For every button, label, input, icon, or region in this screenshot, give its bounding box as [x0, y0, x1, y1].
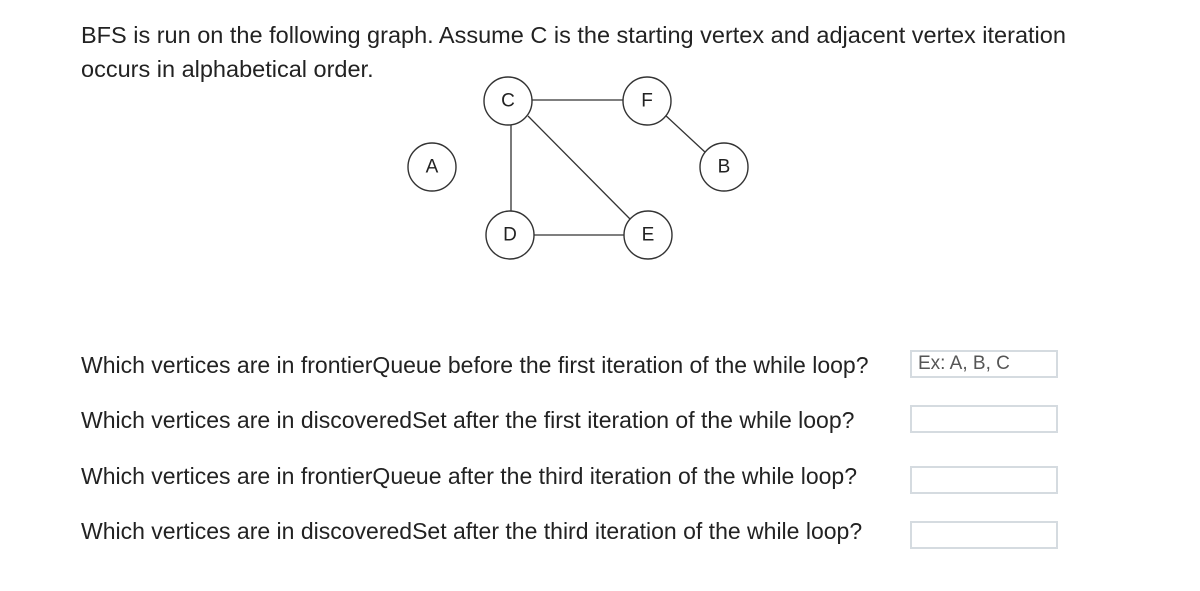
vertex-c — [484, 77, 532, 125]
vertex-a-label: A — [425, 156, 439, 178]
problem-line-1: BFS is run on the following graph. Assume C is the starting vertex and adjacent vertex iteration — [81, 22, 1066, 48]
answer-input-2[interactable] — [910, 405, 1058, 433]
edge-f-b — [664, 114, 706, 153]
problem-line-2: occurs in alphabetical order. — [81, 56, 374, 82]
vertex-f — [623, 77, 671, 125]
answer-input-4[interactable] — [910, 521, 1058, 549]
vertex-f-label: F — [641, 90, 653, 112]
vertex-e-label: E — [641, 224, 655, 246]
vertex-b — [700, 143, 748, 191]
answer-input-1[interactable] — [910, 350, 1058, 378]
vertex-d-label: D — [503, 224, 517, 246]
vertex-c-label: C — [501, 90, 515, 112]
vertex-e — [624, 211, 672, 259]
vertex-d — [486, 211, 534, 259]
question-2: Which vertices are in discoveredSet after the first iteration of the while loop? — [81, 407, 855, 433]
vertex-b-label: B — [717, 156, 731, 178]
vertex-a — [408, 143, 456, 191]
question-4: Which vertices are in discoveredSet after the third iteration of the while loop? — [81, 518, 863, 544]
question-1: Which vertices are in frontierQueue before the first iteration of the while loop? — [81, 352, 869, 378]
edge-c-e — [528, 116, 631, 220]
answer-input-3[interactable] — [910, 466, 1058, 494]
question-3: Which vertices are in frontierQueue after the third iteration of the while loop? — [81, 463, 858, 489]
